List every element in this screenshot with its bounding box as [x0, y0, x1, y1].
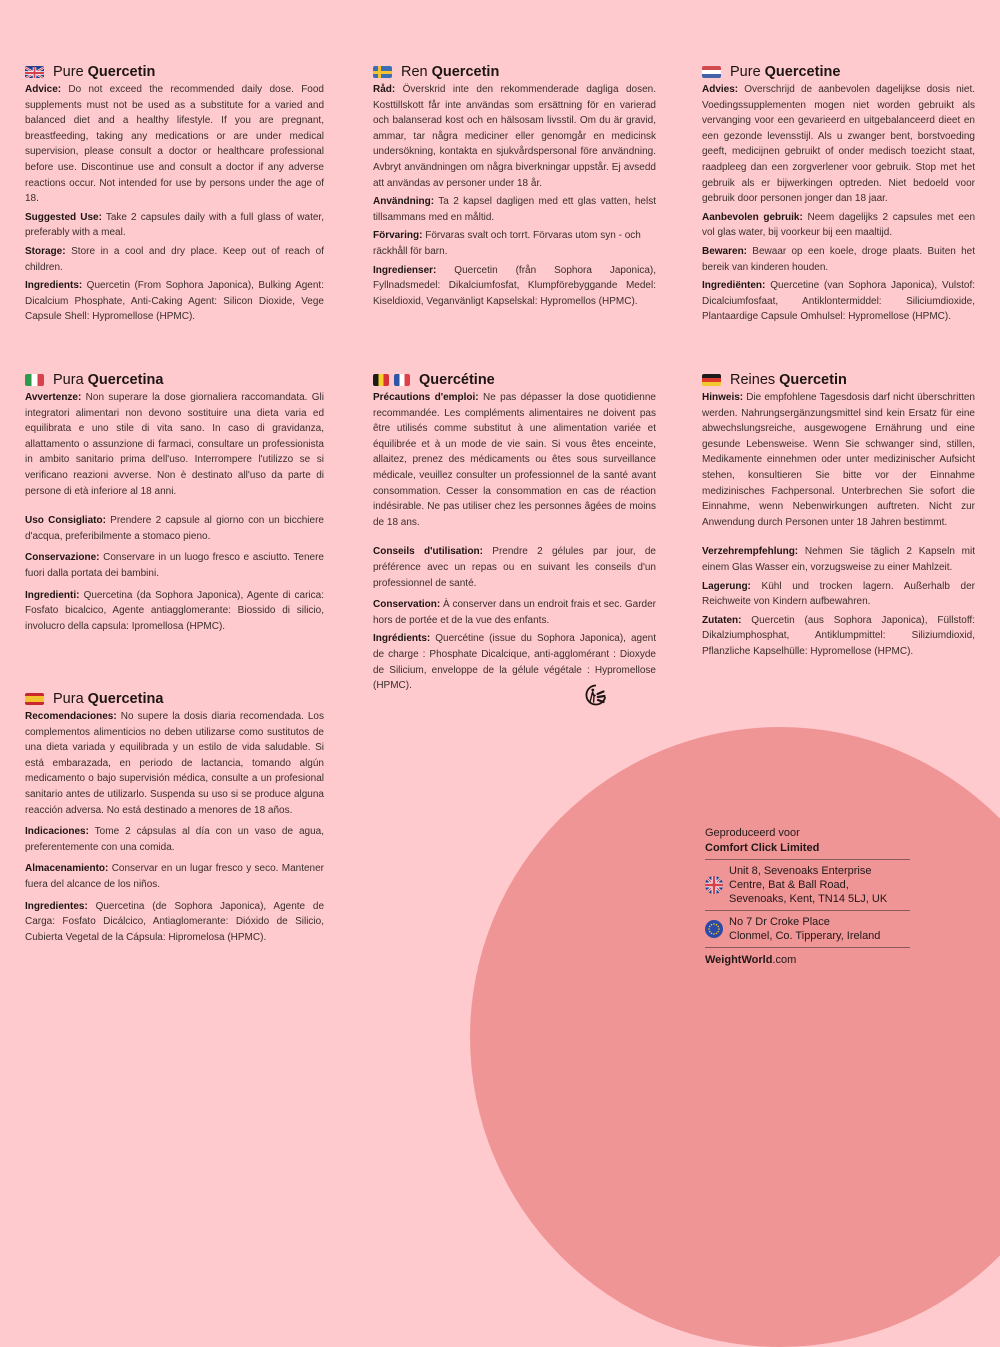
ingredients-paragraph: [373, 263, 656, 310]
suggested-use-paragraph: [25, 513, 324, 544]
section-title: [373, 63, 656, 81]
storage-text: Conservare in un luogo fresco e asciutto. Tenere fuori dalla portata dei bambini.: [25, 552, 324, 579]
title-bold: Quercetin: [431, 64, 500, 80]
section-title: [25, 371, 324, 389]
germany-flag-icon: [702, 374, 721, 386]
advice-paragraph: [25, 390, 324, 499]
title-bold: Quercetina: [87, 372, 164, 388]
suggested-use-text: Prendere 2 capsule al giorno con un bicchiere d'acqua, preferibilmente a stomaco pieno.: [25, 515, 324, 542]
title-light: Pura: [53, 372, 84, 388]
ingredients-label: Ingrédients:: [373, 633, 431, 645]
advice-paragraph: [373, 82, 656, 191]
title-light: Pure: [730, 64, 761, 80]
storage-paragraph: [702, 579, 975, 610]
suggested-use-paragraph: [702, 544, 975, 575]
title-bold: Quercetine: [764, 64, 841, 80]
suggested-use-text: Ta 2 kapsel dagligen med ett glas vatten, helst tillsammans med en måltid.: [373, 196, 656, 223]
storage-paragraph: [373, 597, 656, 628]
suggested-use-label: Aanbevolen gebruik:: [702, 211, 803, 223]
storage-label: Conservazione:: [25, 552, 100, 564]
ingredients-paragraph: [25, 899, 324, 946]
ingredients-paragraph: [702, 613, 975, 660]
advice-text: Non superare la dose giornaliera raccomandata. Gli integratori alimentari non devono sostituire una dieta varia ed equilibrata e uno stile di vita sano. In caso di gravidanza, allattamento o assunzione di farmaci, consultare un professionista in ambito sanitario prima dell'uso. Interrompere l'utilizzo se si verificano reazioni avverse. Non è destinato all'uso da parte di persone di età inferiore al 18 anni.: [25, 392, 324, 497]
advice-paragraph: [702, 390, 975, 530]
ingredients-paragraph: [373, 631, 656, 693]
storage-text: Conservar en un lugar fresco y seco. Mantener fuera del alcance de los niños.: [25, 863, 324, 890]
section-english: [25, 63, 324, 328]
address-line: Centre, Bat & Ball Road,: [729, 879, 849, 891]
section-title: [25, 690, 324, 708]
section-dutch: [702, 63, 975, 328]
address-line: Unit 8, Sevenoaks Enterprise: [729, 865, 872, 877]
storage-label: Storage:: [25, 245, 66, 257]
advice-paragraph: [25, 82, 324, 207]
title-bold: Quercetina: [87, 691, 164, 707]
storage-paragraph: [25, 244, 324, 275]
title-light: Reines: [730, 372, 776, 388]
manufacturer-info: [705, 826, 910, 966]
france-flag-icon: [394, 374, 410, 386]
section-italian: [25, 371, 324, 637]
storage-paragraph: [25, 861, 324, 892]
section-title: [373, 371, 656, 389]
section-swedish: [373, 63, 656, 312]
produced-for-label: Geproduceerd voor: [705, 827, 800, 839]
ingredients-label: Ingredienser:: [373, 264, 437, 276]
storage-text: Kühl und trocken lagern. Außerhalb der Reichweite von Kindern aufbewahren.: [702, 580, 975, 608]
suggested-use-text: Tome 2 cápsulas al día con un vaso de agua, preferentemente con una comida.: [25, 826, 324, 853]
section-french: [373, 371, 656, 697]
ingredients-text: Quercetine (van Sophora Japonica), Vulstof: Dicalciumfosfaat, Antiklontermiddel: Siliciumdioxide, Plantaardige Capsule Omhulsel: Hypromellose (HPMC).: [702, 280, 975, 323]
section-german: [702, 371, 975, 663]
spain-flag-icon: [25, 693, 44, 705]
ingredients-label: Zutaten:: [702, 614, 742, 626]
ingredients-text: Quercetin (från Sophora Japonica), Fyllnadsmedel: Dikalciumfosfat, Klumpförebyggande Medel: Kiseldioxid, Veganvänligt Kapselskal: Hypromellos (HPMC).: [373, 264, 656, 307]
website-brand: WeightWorld: [705, 954, 773, 966]
advice-label: Précautions d'emploi:: [373, 392, 479, 403]
advice-label: Avvertenze:: [25, 392, 82, 403]
storage-paragraph: [25, 550, 324, 581]
address-line: Sevenoaks, Kent, TN14 5LJ, UK: [729, 893, 888, 905]
suggested-use-paragraph: [373, 194, 656, 225]
eu-flag-icon: [705, 920, 723, 938]
advice-text: No supere la dosis diaria recomendada. Los complementos alimenticios no deben utilizarse como sustitutos de una dieta variada y equilibrada y un estilo de vida saludable. Si está embarazada, en periodo de lactancia, tomando algún medicamento o bajo supervisión médica, consulte a un profesional sanitario antes de utilizarlo. Suspenda su uso si se produce alguna reacción adversa. No está destinado a menores de 18 años.: [25, 711, 324, 816]
advice-text: Ne pas dépasser la dose quotidienne recommandée. Les compléments alimentaires ne doivent pas être utilisés comme substitut à une alimentation variée et équilibrée et à un mode de vie sain. Si vous êtes enceinte, allaitez, prenez des médicaments ou êtes sous surveillance médicale, veuillez consulter un professionnel de la santé avant consommation. Cesser la consommation en cas de réaction indésirable. Ne pas utiliser chez les personnes âgées de moins de 18 ans.: [373, 392, 656, 528]
address-line: No 7 Dr Croke Place: [729, 916, 830, 928]
advice-text: Overschrijd de aanbevolen dagelijkse dosis niet. Voedingssupplementen mogen niet worden gebruikt als vervanging voor een gevarieerd en uitgebalanceerd dieet en een gezonde levensstijl. Als u zwanger bent, borstvoeding geeft, medicijnen gebruikt of onder medisch toezicht staat, raadpleeg dan een zorgverlener voor gebruik. Stop met het gebruik als er bijwerkingen optreden. Niet bedoeld voor gebruik door personen jonger dan 18 jaar.: [702, 84, 975, 205]
title-bold: Quercetin: [87, 64, 156, 80]
storage-text: Förvaras svalt och torrt. Förvaras utom syn - och räckhåll för barn.: [373, 230, 641, 257]
suggested-use-label: Användning:: [373, 196, 435, 208]
suggested-use-label: Suggested Use:: [25, 211, 102, 223]
ingredients-paragraph: [702, 278, 975, 325]
ingredients-text: Quercetin (aus Sophora Japonica), Füllstoff: Dikalziumphosphat, Antiklumpmittel: Siliziumdioxid, Pflanzliche Kapselhülle: Hypromellose (HPMC).: [702, 614, 975, 657]
italy-flag-icon: [25, 374, 44, 386]
website-tld: .com: [772, 954, 797, 966]
advice-label: Advice:: [25, 84, 62, 95]
storage-label: Bewaren:: [702, 245, 748, 257]
advice-label: Råd:: [373, 84, 396, 95]
suggested-use-label: Verzehrempfehlung:: [702, 546, 799, 558]
storage-label: Almacenamiento:: [25, 863, 109, 875]
storage-text: Bewaar op een koele, droge plaats. Buiten het bereik van kinderen houden.: [702, 245, 975, 273]
decorative-circle: [470, 727, 1000, 1347]
uk-address: [705, 860, 910, 910]
section-title: [25, 63, 324, 81]
advice-label: Hinweis:: [702, 392, 744, 403]
storage-text: À conserver dans un endroit frais et sec. Garder hors de portée et de la vue des enfants.: [373, 599, 656, 626]
suggested-use-label: Uso Consigliato:: [25, 515, 106, 527]
uk-flag-icon: [25, 66, 44, 78]
title-light: Pura: [53, 691, 84, 707]
ingredients-text: Quercetina (de Sophora Japonica), Agente de Carga: Fosfato Dicálcico, Antiaglomerante: Dióxido de Silicio, Cubierta Vegetal de la Cápsula: Hipromelosa (HPMC).: [25, 900, 324, 943]
uk-flag-icon: [705, 876, 723, 894]
suggested-use-paragraph: [702, 210, 975, 241]
storage-label: Förvaring:: [373, 230, 423, 242]
ingredients-paragraph: [25, 278, 324, 325]
ingredients-text: Quercetina (da Sophora Japonica), Agente di carica: Fosfato bicalcico, Agente antiagglomerante: Biossido di silicio, involucro della capsula: Ipromellosa (HPMC).: [25, 589, 324, 632]
section-spanish: [25, 690, 324, 948]
suggested-use-paragraph: [25, 210, 324, 241]
advice-label: Recomendaciones:: [25, 711, 117, 722]
advice-paragraph: [702, 82, 975, 207]
address-line: Clonmel, Co. Tipperary, Ireland: [729, 930, 881, 942]
advice-paragraph: [373, 390, 656, 530]
suggested-use-text: Prendre 2 gélules par jour, de préférence avec un repas ou en suivant les conseils d'un professionnel de santé.: [373, 546, 656, 589]
eu-address: [705, 911, 910, 947]
company-name: Comfort Click Limited: [705, 842, 820, 854]
ingredients-label: Ingredients:: [25, 280, 83, 292]
storage-paragraph: [373, 228, 656, 259]
storage-label: Lagerung:: [702, 580, 751, 592]
belgium-flag-icon: [373, 374, 389, 386]
suggested-use-paragraph: [373, 544, 656, 591]
website: [705, 954, 910, 966]
ingredients-label: Ingrediënten:: [702, 280, 766, 292]
sweden-flag-icon: [373, 66, 392, 78]
ingredients-paragraph: [25, 588, 324, 635]
title-light: Ren: [401, 64, 428, 80]
ingredients-label: Ingredientes:: [25, 900, 88, 912]
storage-paragraph: [702, 244, 975, 275]
suggested-use-label: Conseils d'utilisation:: [373, 546, 483, 558]
triman-recycling-icon: [584, 683, 608, 707]
storage-label: Conservation:: [373, 599, 441, 611]
netherlands-flag-icon: [702, 66, 721, 78]
storage-text: Store in a cool and dry place. Keep out of reach of children.: [25, 245, 324, 273]
suggested-use-text: Neem dagelijks 2 capsules met een vol glas water, bij voorkeur bij een maaltijd.: [702, 211, 975, 239]
advice-text: Do not exceed the recommended daily dose. Food supplements must not be used as a substitute for a varied and balanced diet and a healthy lifestyle. If you are pregnant, breastfeeding, taking any medications or are under medical supervision, please consult a doctor or healthcare professional before use. Discontinue use and consult a doctor if any adverse reactions occur. Not intended for use by persons under the age of 18.: [25, 84, 324, 205]
ingredients-text: Quercétine (issue du Sophora Japonica), agent de charge : Phosphate Dicalcique, anti-agglomérant : Dioxyde de Silicium, enveloppe de la gélule végétale : Hypromellose (HPMC).: [373, 633, 656, 692]
title-bold: Quercétine: [419, 372, 495, 388]
advice-text: Die empfohlene Tagesdosis darf nicht überschritten werden. Nahrungsergänzungsmittel sind kein Ersatz für eine abwechslungsreiche, ausgewogene Ernährung und eine gesunde Lebensweise. Wenn Sie schwanger sind, stillen, Medikamente einnehmen oder unter medizinischer Aufsicht stehen, konsultieren Sie bitte vor der Einnahme medizinisches Fachpersonal. Unterbrechen Sie sofort die Einnahme, wenn Nebenwirkungen auftreten. Nicht zur Anwendung durch Personen unter 18 Jahren bestimmt.: [702, 392, 975, 528]
advice-paragraph: [25, 709, 324, 818]
advice-label: Advies:: [702, 84, 739, 95]
divider: [705, 947, 910, 948]
section-title: [702, 63, 975, 81]
advice-text: Överskrid inte den rekommenderade dagliga dosen. Kosttillskott får inte användas som ersättning för en varierad och balanserad kost och en hälsosam livsstil. Om du är gravid, ammar, tar några mediciner eller genomgår en medicinsk undersökning, kontakta en sjukvårdspersonal före användning. Avbryt användningen om några biverkningar uppstår. Ej avsedd att användas av personer under 18 år.: [373, 84, 656, 189]
suggested-use-label: Indicaciones:: [25, 826, 89, 838]
section-title: [702, 371, 975, 389]
title-bold: Quercetin: [779, 372, 847, 388]
title-light: Pure: [53, 64, 84, 80]
suggested-use-text: Take 2 capsules daily with a full glass of water, preferably with a meal.: [25, 211, 324, 239]
suggested-use-paragraph: [25, 824, 324, 855]
ingredients-label: Ingredienti:: [25, 589, 80, 601]
suggested-use-text: Nehmen Sie täglich 2 Kapseln mit einem Glas Wasser ein, vorzugsweise zu einer Mahlzeit.: [702, 546, 975, 573]
ingredients-text: Quercetin (From Sophora Japonica), Bulking Agent: Dicalcium Phosphate, Anti-Caking Agent: Silicon Dioxide, Vege Capsule Shell: Hypromellose (HPMC).: [25, 280, 324, 323]
